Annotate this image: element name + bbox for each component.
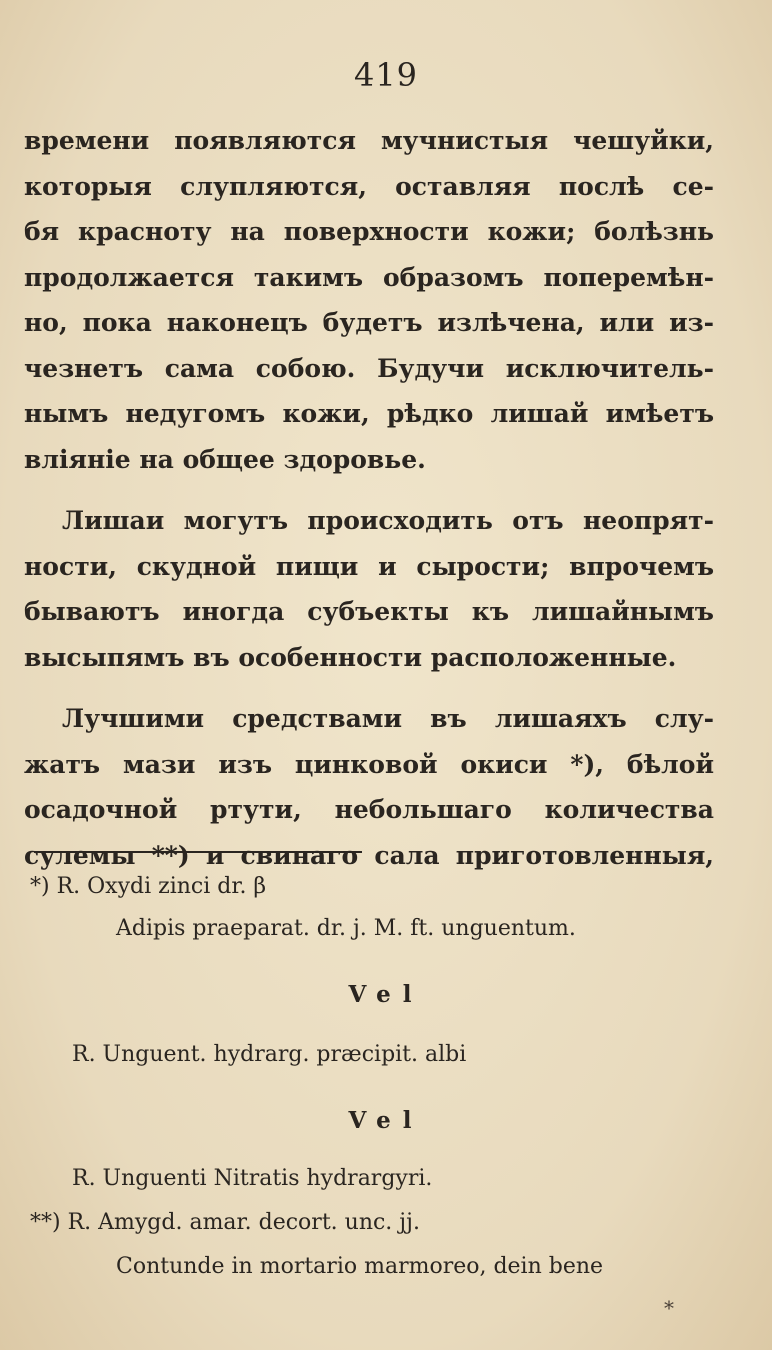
body-text: [24, 118, 714, 878]
text-line: ности, скудной пищи и сырости; впрочемъ: [24, 551, 714, 581]
text-line: но, пока наконецъ будетъ излѣчена, или из-: [24, 308, 714, 337]
text-line: времени появляются мучнистыя чешуйки,: [24, 126, 714, 155]
text-line: нымъ недугомъ кожи, рѣдко лишай имѣетъ: [24, 399, 714, 428]
text-line: вліяніе на общее здоровье.: [24, 444, 426, 474]
text-line: продолжается такимъ образомъ поперемѣн-: [24, 262, 714, 292]
text-line: сулемы **) и свинаго сала приготовленныя,: [24, 840, 714, 870]
text-line: которыя слупляются, оставляя послѣ се-: [24, 171, 714, 201]
footnote-divider: [34, 851, 362, 853]
text-line: осадочной ртути, небольшаго количества: [24, 795, 714, 824]
footnote-vel: Vel: [348, 981, 424, 1008]
text-line: бя красноту на поверхности кожи; болѣзнь: [24, 217, 714, 246]
text-line: Лишаи могутъ происходить отъ неопрят-: [62, 506, 714, 535]
footnote-line: Adipis praeparat. dr. j. M. ft. unguentum.: [116, 916, 576, 941]
footnote-line: R. Unguent. hydrarg. præcipit. albi: [72, 1042, 467, 1067]
footnote-line: R. Unguenti Nitratis hydrargyri.: [72, 1166, 433, 1191]
footnote-line: Contunde in mortario marmoreo, dein bene: [116, 1254, 604, 1279]
text-line: бываютъ иногда субъекты къ лишайнымъ: [24, 597, 714, 626]
text-line: чезнетъ сама собою. Будучи исключитель-: [24, 353, 714, 383]
footnote-line: **) R. Amygd. amar. decort. unc. jj.: [30, 1210, 420, 1235]
footnote-line: *) R. Oxydi zinci dr. β: [30, 874, 267, 899]
text-line: высыпямъ въ особенности расположенные.: [24, 642, 677, 672]
text-line: жатъ мази изъ цинковой окиси *), бѣлой: [24, 749, 714, 779]
signature-mark: *: [664, 1296, 674, 1320]
text-line: Лучшими средствами въ лишаяхъ слу-: [62, 704, 714, 733]
footnote-vel: Vel: [348, 1107, 424, 1134]
page-number: 419: [353, 56, 419, 94]
